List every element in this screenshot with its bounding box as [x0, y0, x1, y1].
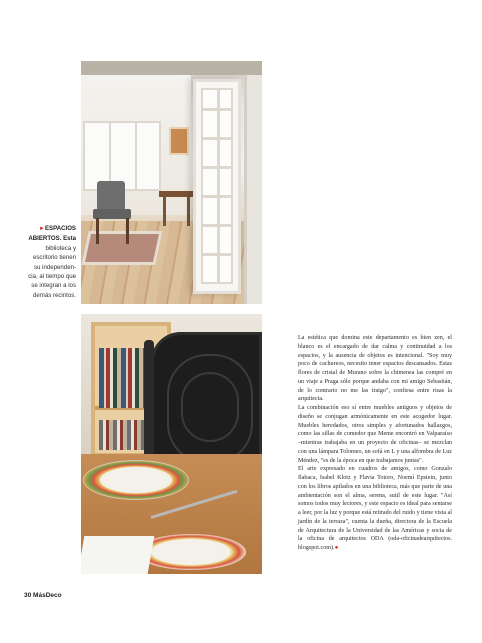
napkin [81, 536, 154, 574]
caption-line-4: escritorio tienen [32, 254, 76, 262]
caption-line-6: cia, al tiempo que [28, 273, 76, 281]
caption-line-1: ►ESPACIOS [39, 225, 76, 232]
screen-ornament [181, 372, 239, 442]
door-jamb [244, 75, 262, 304]
glass-door [193, 79, 241, 294]
books [99, 420, 149, 450]
caption-line-8: demás recintos. [32, 291, 76, 299]
page-number: 30 [24, 592, 32, 599]
desk-leg [187, 196, 190, 226]
rug [81, 231, 162, 265]
armchair-back [97, 181, 125, 211]
caption-line-5: su independen- [33, 263, 76, 271]
caption-line-7: se integran a los [31, 282, 76, 290]
article-paragraph-3-text: El arte expresado en cuadros de amigos, como Gonzalo Ilabaca, Isabel Klotz y Flavia Totoro, Noemí Epstein, junto con los libros apilados en una biblioteca, más que parte de una ambientación son el alma, serena, sutil de este lugar. "Así somos todos muy lectores, y este espacio es ideal para sentarse a leer, por la luz y porque está retirado del ruido y tiene vista al jardín de la terraza", cuenta la dueña, directora de la Escuela de Arquitectura de la Universidad de las Américas y socia de la oficina de arquitectos ODA (oda-oficinadearquitectos. blogspot.com). [298, 466, 452, 551]
wall-art [169, 127, 189, 155]
page-footer [24, 592, 62, 599]
armchair-leg [126, 218, 129, 244]
article-paragraph-1: La estética que domina este departamento es bien zen, el blanco es el encargado de dar calma y continuidad a los espacios, y la ausencia de objetos es intencional. "Soy muy poco de cachureos, necesito tener espacios descansados. Estas flores de cristal de Murano sobre la chimenea las compré en un viaje a Praga sólo porque andaba con mi amigo Sebastián, de lo contrario no me las traigo", confiesa entre risas la arquitecta. [298, 335, 452, 403]
caption-line-3: biblioteca y [45, 244, 76, 252]
painted-plate [83, 460, 189, 500]
end-mark-icon: ● [334, 545, 339, 551]
chair-post [144, 340, 154, 465]
article-paragraph-3 [298, 465, 452, 553]
caption-marker-icon: ► [39, 226, 45, 232]
article-paragraph-2: La combinación eso sí entre muebles antiguos y objetos de diseño se conjugan armónicamente en este acogedor lugar. Muebles heredados, otros simples y afortunados hallazgos, como las sillas de comedor que Meme encontró en Valparaíso –mientras trabajaba en un proyecto de oficinas– se mezclan con una lámpara Tolomeo, un sofá en L y una alfombra de Luz Méndez, "es de la época en que trabajamos juntas". [298, 405, 452, 464]
caption-line-2: ABIERTOS. Esta [28, 235, 76, 243]
armchair-leg [96, 218, 99, 244]
ceiling-beam [81, 61, 262, 75]
photo-dining-table [81, 314, 262, 574]
door-panes [201, 88, 233, 284]
photo-library-study [81, 61, 262, 304]
desk-leg [163, 196, 166, 226]
photo-caption [24, 224, 76, 300]
article-body [298, 334, 452, 553]
magazine-name: MásDeco [33, 592, 62, 599]
